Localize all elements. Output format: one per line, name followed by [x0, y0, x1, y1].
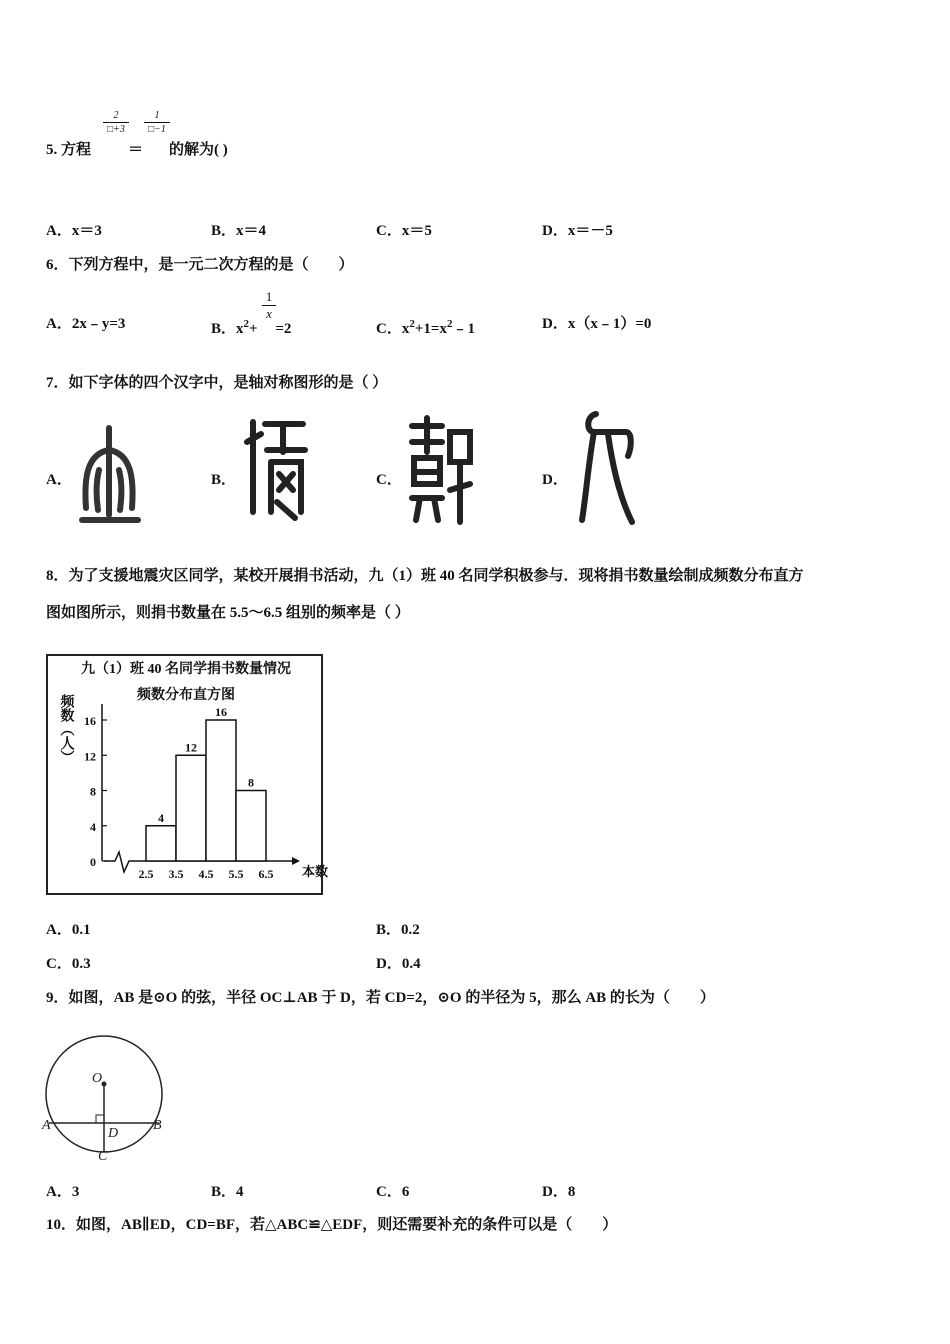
q6-option-a[interactable]: A．2x﹣y=3	[46, 316, 126, 332]
x-tick-label: 2.5	[138, 867, 154, 881]
x-tick-label: 4.5	[198, 867, 214, 881]
seal-char-a-image	[76, 420, 142, 530]
q8-option-a[interactable]: A．0.1	[46, 922, 91, 938]
q6-option-b[interactable]: B．$x^2+ =2$	[211, 318, 292, 337]
center-point	[102, 1082, 107, 1087]
seal-char-b-image	[243, 412, 311, 530]
q7-option-d[interactable]: D．	[542, 472, 568, 488]
q6-stem: 6．下列方程中，是一元二次方程的是（ ）	[46, 257, 354, 273]
y-tick-label: 8	[90, 784, 96, 799]
q5-equals: ＝	[128, 142, 144, 158]
q8-stem-line2: 图如图所示，则捐书数量在 5.5～6.5 组别的频率是（ ）	[46, 605, 410, 621]
bar-value-label: 4	[158, 810, 164, 825]
histogram-bar	[176, 755, 206, 861]
seal-char-d-image	[574, 406, 638, 528]
q5-fraction-2	[144, 110, 170, 135]
q8-option-b[interactable]: B．0.2	[376, 922, 420, 938]
q8-stem-line1: 8．为了支援地震灾区同学，某校开展捐书活动，九（1）班 40 名同学积极参与．现将捐书数量绘制成频数分布直方	[46, 568, 804, 584]
q7-option-c[interactable]: C．	[376, 472, 402, 488]
label-o: O	[92, 1071, 103, 1086]
y-tick-label: 12	[84, 749, 96, 764]
q5-stem	[46, 141, 91, 159]
q5-fraction-1	[103, 110, 129, 135]
y-tick-label: 0	[90, 855, 96, 869]
histogram-bar	[236, 791, 266, 862]
q5-number: 5.	[46, 142, 58, 158]
q5-option-d[interactable]: D．x＝－5	[542, 223, 613, 239]
q5-option-c[interactable]: C．x＝5	[376, 223, 432, 239]
chart-title: 九（1）班 40 名同学捐书数量情况	[81, 662, 291, 677]
q5-frac2-denominator: □−1	[148, 124, 166, 135]
q9-option-b[interactable]: B．4	[211, 1184, 244, 1200]
q6-b-fraction: 1 x	[262, 290, 276, 321]
q8-option-c[interactable]: C．0.3	[46, 956, 91, 972]
q5-prefix: 方程	[61, 142, 92, 158]
label-a: A	[42, 1118, 51, 1133]
q5-frac1-denominator: □+3	[107, 124, 125, 135]
x-tick-label: 3.5	[168, 867, 184, 881]
q5-suffix: 的解为( )	[169, 142, 228, 158]
q9-option-c[interactable]: C．6	[376, 1184, 410, 1200]
label-c: C	[98, 1149, 108, 1164]
label-b: B	[153, 1118, 162, 1133]
y-axis-label: 频数（人）	[58, 694, 74, 764]
q9-option-d[interactable]: D．8	[542, 1184, 576, 1200]
q6-option-d[interactable]: D．x（x﹣1）=0	[542, 316, 652, 332]
bar-value-label: 8	[248, 775, 254, 790]
q7-stem: 7．如下字体的四个汉字中，是轴对称图形的是（ ）	[46, 375, 388, 391]
q5-option-a[interactable]: A．x＝3	[46, 223, 102, 239]
histogram-bar	[206, 720, 236, 861]
histogram-figure	[46, 654, 329, 896]
q5-frac1-numerator: 2	[113, 110, 119, 121]
bar-value-label: 16	[215, 705, 227, 719]
x-tick-label: 5.5	[228, 867, 244, 881]
q10-stem: 10．如图，AB∥ED，CD=BF，若△ABC≌△EDF，则还需要补充的条件可以是（ ）	[46, 1217, 618, 1233]
y-tick-label: 16	[84, 714, 96, 728]
q5-frac2-numerator: 1	[154, 110, 160, 121]
q8-option-d[interactable]: D．0.4	[376, 956, 421, 972]
q7-option-a[interactable]: A．	[46, 472, 72, 488]
q9-option-a[interactable]: A．3	[46, 1184, 80, 1200]
right-angle-mark	[96, 1115, 104, 1123]
circle-figure	[40, 1024, 170, 1164]
q9-stem: 9．如图，AB 是⊙O 的弦，半径 OC⊥AB 于 D，若 CD=2，⊙O 的半径为 5，那么 AB 的长为（ ）	[46, 990, 715, 1006]
x-tick-label: 6.5	[258, 867, 274, 881]
histogram-bar	[146, 826, 176, 861]
seal-char-c-image	[406, 412, 476, 530]
y-tick-label: 4	[90, 819, 96, 834]
q7-option-b[interactable]: B．	[211, 472, 237, 488]
q6-option-c[interactable]: C．$x^2+1=x^2﹣1$	[376, 318, 475, 337]
x-axis-label: 本数	[302, 864, 329, 879]
label-d: D	[108, 1126, 119, 1141]
chart-subtitle: 频数分布直方图	[137, 688, 235, 703]
bar-value-label: 12	[185, 740, 197, 755]
q5-option-b[interactable]: B．x＝4	[211, 223, 267, 239]
